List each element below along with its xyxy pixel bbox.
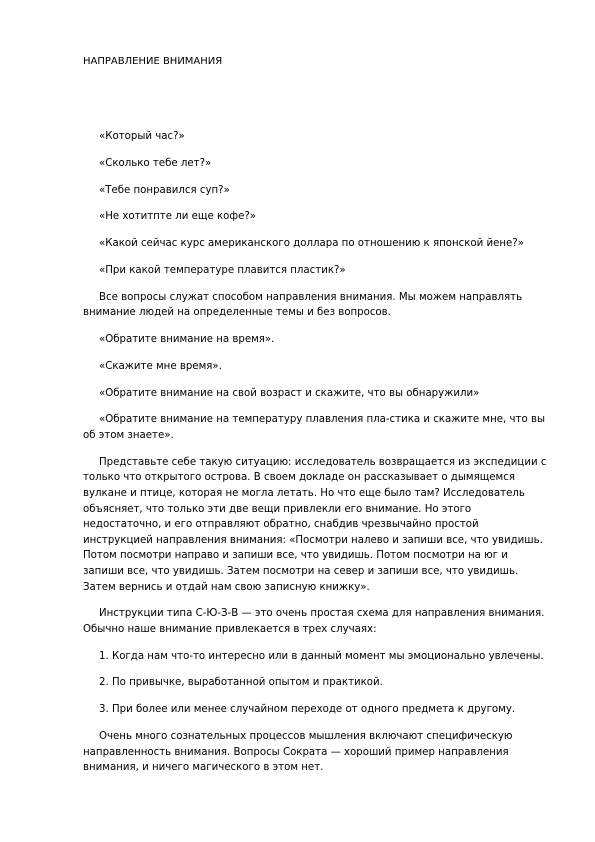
document-title: НАПРАВЛЕНИЕ ВНИМАНИЯ <box>83 56 223 67</box>
paragraph-2: «Сколько тебе лет?» <box>99 157 212 169</box>
paragraph-1: «Который час?» <box>99 131 185 142</box>
paragraph-12: Представьте себе такую ситуацию: исследователь возвращается из экспедиции с только что открытого острова. В своем докладе он рассказывает о дымящемся вулкане и птице, которая не могла летать. Но что еще было там? Исследователь объясняет, что только эти две вещи привлекли его внимание. Но этого недостаточно, и его отправляют обратно, снабдив чрезвычайно простой инструкцией направления внимания: «Посмотри налево и запиши все, что увидишь. Потом посмотри направо и запиши все, что увидишь. Потом посмотри на юг и запиши все, что увидишь. Затем посмотри на север и запиши все, что увидишь. Затем вернись и отдай нам свою записную книжку». <box>83 456 547 593</box>
paragraph-13: Инструкции типа С-Ю-З-В — это очень простая схема для направления внимания. Обычно наше внимание привлекается в трех случаях: <box>83 608 545 635</box>
paragraph-15: 2. По привычке, выработанной опытом и практикой. <box>99 677 383 689</box>
paragraph-4: «Не хотитпте ли еще кофе?» <box>99 211 256 223</box>
paragraph-7: Все вопросы служат способом направления внимания. Мы можем направлять внимание людей на определенные темы и без вопросов. <box>83 291 523 319</box>
paragraph-5: «Какой сейчас курс американского доллара по отношению к японской йене?» <box>99 238 524 250</box>
paragraph-16: 3. При более или менее случайном переходе от одного предмета к другому. <box>99 704 516 716</box>
paragraph-6: «При какой температуре плавится пластик?» <box>99 264 346 276</box>
paragraph-3: «Тебе понравился суп?» <box>99 184 230 196</box>
paragraph-8: «Обратите внимание на время». <box>99 334 275 346</box>
paragraph-17: Очень много сознательных процессов мышления включают специфическую направленность внимания. Вопросы Сократа — хороший пример направления внимания, и ничего магического в этом нет. <box>83 731 513 774</box>
paragraph-11: «Обратите внимание на температуру плавления пла-стика и скажите мне, что вы об этом знаете». <box>83 414 545 441</box>
document-body <box>83 129 551 787</box>
paragraph-9: «Скажите мне время». <box>99 360 222 372</box>
paragraph-10: «Обратите внимание на свой возраст и скажите, что вы обнаружили» <box>99 387 480 399</box>
paragraph-14: 1. Когда нам что-то интересно или в данный момент мы эмоционально увлечены. <box>99 650 544 662</box>
